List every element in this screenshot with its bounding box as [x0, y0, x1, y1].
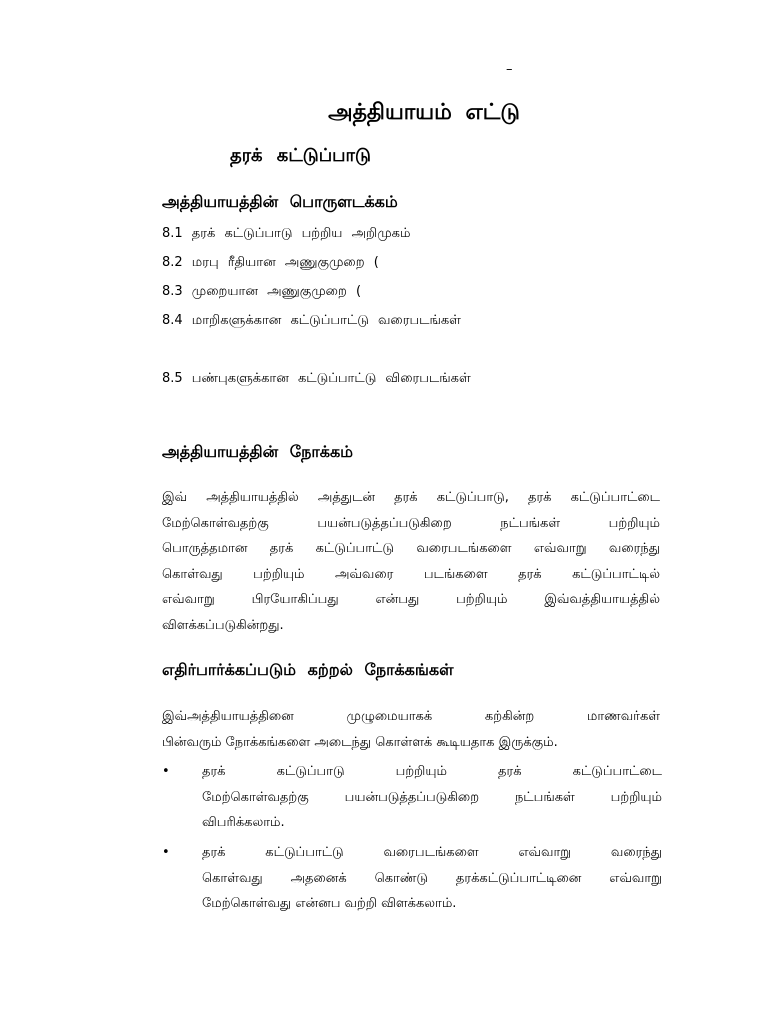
toc-item-8-3: 8.3 முறையான அணுகுமுறை ( — [162, 284, 362, 299]
objective-heading: அத்தியாயத்தின் நோக்கம் — [162, 442, 354, 461]
objective-line: இவ் அத்தியாயத்தில் அத்துடன் தரக் கட்டுப்பாடு, தரக் கட்டுப்பாட்டை — [162, 490, 660, 505]
objective-line: எவ்வாறு பிரயோகிப்பது என்பது பற்றியும் இவ்வத்தியாயத்தில் — [162, 592, 660, 607]
bullet-line: மேற்கொள்வது என்னப வற்றி விளக்கலாம். — [202, 896, 457, 911]
bullet-icon: • — [162, 845, 170, 860]
toc-item-8-5: 8.5 பண்புகளுக்கான கட்டுப்பாட்டு விரைபடங்கள் — [162, 371, 471, 386]
toc-item-8-2: 8.2 மரபு ரீதியான அணுகுமுறை ( — [162, 255, 379, 270]
bullet-line: தரக் கட்டுப்பாடு பற்றியும் தரக் கட்டுப்பாட்டை — [202, 764, 662, 779]
bullet-icon: • — [162, 764, 170, 779]
chapter-subtitle: தரக் கட்டுப்பாடு — [230, 145, 371, 166]
bullet-text — [202, 840, 662, 917]
objective-line: மேற்கொள்வதற்கு பயன்படுத்தப்படுகிறை நட்பங்கள் பற்றியும் — [162, 515, 660, 531]
top-dash: – — [506, 62, 513, 77]
objective-paragraph — [162, 485, 660, 638]
bullet-line: தரக் கட்டுப்பாட்டு வரைபடங்களை எவ்வாறு வரைந்து — [202, 845, 662, 860]
bullet-line: கொள்வது அதனைக் கொண்டு தரக்கட்டுப்பாட்டினை எவ்வாறு — [202, 870, 662, 886]
bullet-line: விபரிக்கலாம். — [202, 815, 285, 830]
toc-item-8-4: 8.4 மாறிகளுக்கான கட்டுப்பாட்டு வரைபடங்கள் — [162, 313, 461, 328]
objective-line: கொள்வது பற்றியும் அவ்வரை படங்களை தரக் கட்டுப்பாட்டில் — [162, 566, 660, 582]
outcomes-intro-line: இவ்அத்தியாயத்தினை முழுமையாகக் கற்கின்ற மாணவர்கள் — [162, 709, 660, 724]
toc-item-8-1: 8.1 தரக் கட்டுப்பாடு பற்றிய அறிமுகம் — [162, 226, 411, 241]
chapter-title: அத்தியாயம் எட்டு — [328, 100, 520, 125]
bullet-line: மேற்கொள்வதற்கு பயன்படுத்தப்படுகிறை நட்பங்கள் பற்றியும் — [202, 789, 662, 805]
contents-heading: அத்தியாயத்தின் பொருளடக்கம் — [162, 192, 398, 211]
objective-line: பொருத்தமான தரக் கட்டுப்பாட்டு வரைபடங்களை எவ்வாறு வரைந்து — [162, 541, 660, 556]
objective-line: விளக்கப்படுகின்றது. — [162, 617, 284, 633]
outcomes-heading: எதிர்பார்க்கப்படும் கற்றல் நோக்கங்கள் — [162, 660, 454, 679]
outcomes-intro-line: பின்வரும் நோக்கங்களை அடைந்து கொள்ளக் கூடியதாக இருக்கும். — [162, 734, 558, 750]
bullet-text — [202, 759, 662, 836]
outcomes-intro — [162, 704, 660, 755]
